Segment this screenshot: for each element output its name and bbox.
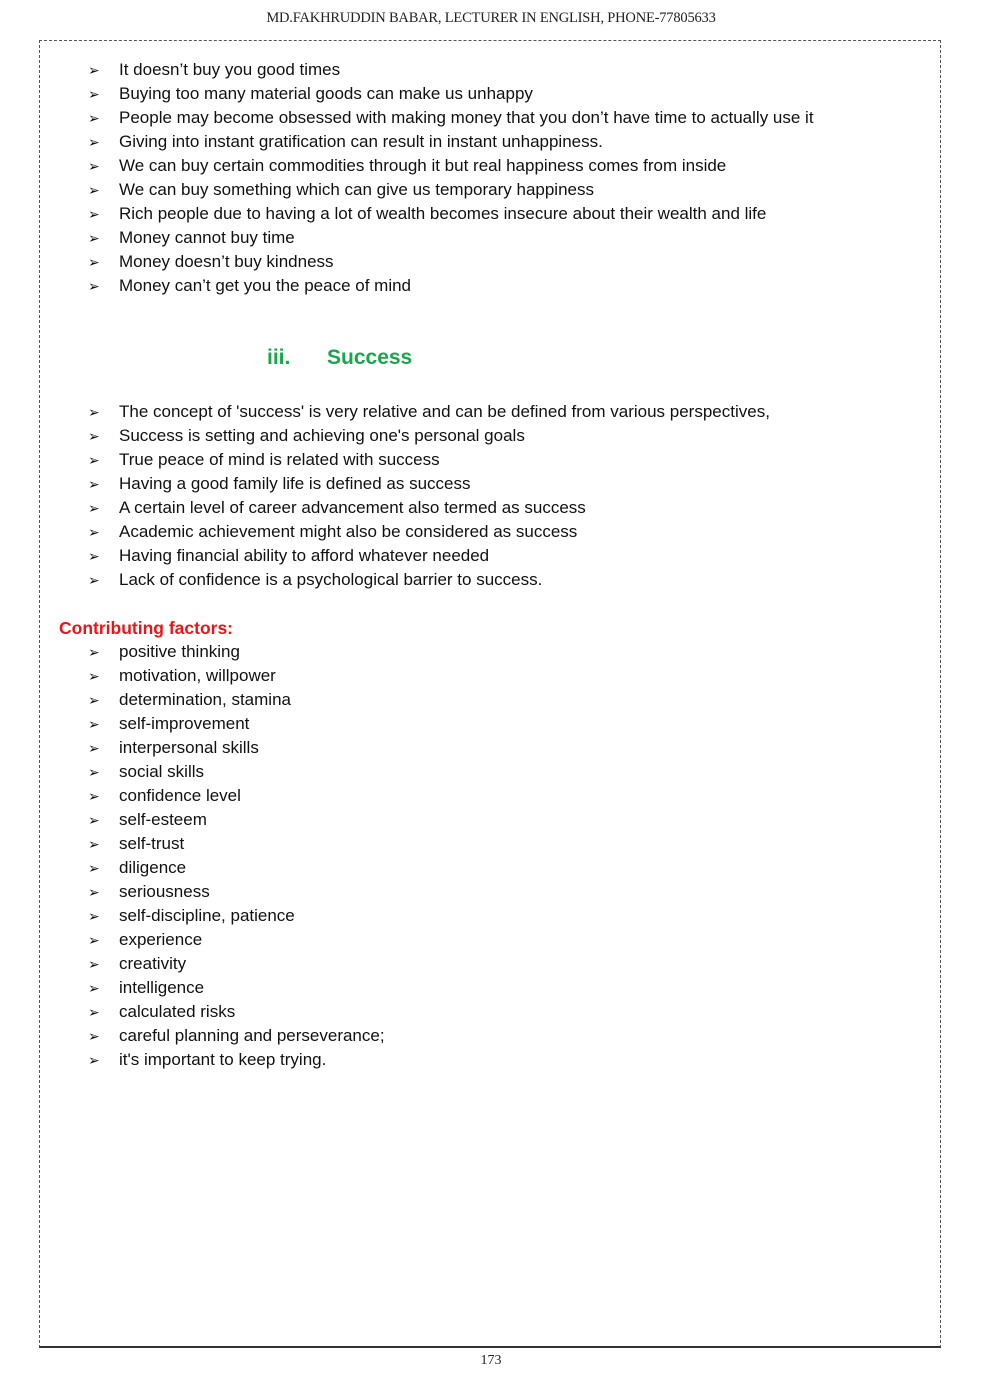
list-item-text: Money doesn’t buy kindness (119, 252, 334, 271)
arrow-bullet-icon: ➢ (88, 134, 100, 150)
list-item (88, 1000, 385, 1024)
list-item (88, 808, 385, 832)
list-item (88, 856, 385, 880)
list-item (88, 760, 385, 784)
list-item-text: We can buy something which can give us temporary happiness (119, 180, 594, 199)
list-item-text: Giving into instant gratification can result in instant unhappiness. (119, 132, 603, 151)
list-item-text: seriousness (119, 882, 210, 901)
arrow-bullet-icon: ➢ (88, 254, 100, 270)
section-number: iii. (267, 346, 291, 369)
arrow-bullet-icon: ➢ (88, 956, 100, 972)
list-item-text: Academic achievement might also be considered as success (119, 522, 578, 541)
list-item (88, 712, 385, 736)
list-item-text: We can buy certain commodities through it but real happiness comes from inside (119, 156, 727, 175)
arrow-bullet-icon: ➢ (88, 812, 100, 828)
list-item (88, 1048, 385, 1072)
arrow-bullet-icon: ➢ (88, 740, 100, 756)
arrow-bullet-icon: ➢ (88, 572, 100, 588)
list-item-text: People may become obsessed with making money that you don’t have time to actually use it (119, 108, 814, 127)
arrow-bullet-icon: ➢ (88, 524, 100, 540)
arrow-bullet-icon: ➢ (88, 1028, 100, 1044)
list-item (88, 640, 385, 664)
list-item (88, 82, 814, 106)
list-item-text: self-improvement (119, 714, 250, 733)
money-limitations-list (88, 58, 814, 298)
contributing-factors-heading: Contributing factors: (59, 618, 234, 638)
arrow-bullet-icon: ➢ (88, 1004, 100, 1020)
list-item-text: experience (119, 930, 203, 949)
list-item (88, 952, 385, 976)
arrow-bullet-icon: ➢ (88, 452, 100, 468)
list-item (88, 544, 770, 568)
arrow-bullet-icon: ➢ (88, 158, 100, 174)
list-item (88, 904, 385, 928)
list-item (88, 784, 385, 808)
list-item (88, 106, 814, 130)
list-item-text: Buying too many material goods can make us unhappy (119, 84, 533, 103)
list-item (88, 58, 814, 82)
arrow-bullet-icon: ➢ (88, 182, 100, 198)
list-item (88, 274, 814, 298)
arrow-bullet-icon: ➢ (88, 932, 100, 948)
list-item-text: True peace of mind is related with success (119, 450, 440, 469)
list-item (88, 496, 770, 520)
list-item-text: creativity (119, 954, 187, 973)
arrow-bullet-icon: ➢ (88, 428, 100, 444)
list-item-text: Money can’t get you the peace of mind (119, 276, 412, 295)
list-item-text: The concept of 'success' is very relative and can be defined from various perspectives, (119, 402, 770, 421)
list-item (88, 130, 814, 154)
arrow-bullet-icon: ➢ (88, 884, 100, 900)
list-item-text: Rich people due to having a lot of wealth becomes insecure about their wealth and life (119, 204, 767, 223)
arrow-bullet-icon: ➢ (88, 764, 100, 780)
list-item (88, 520, 770, 544)
arrow-bullet-icon: ➢ (88, 644, 100, 660)
list-item (88, 664, 385, 688)
section-heading (267, 346, 412, 370)
list-item (88, 832, 385, 856)
list-item-text: positive thinking (119, 642, 240, 661)
arrow-bullet-icon: ➢ (88, 692, 100, 708)
arrow-bullet-icon: ➢ (88, 1052, 100, 1068)
list-item (88, 178, 814, 202)
list-item-text: determination, stamina (119, 690, 291, 709)
arrow-bullet-icon: ➢ (88, 62, 100, 78)
arrow-bullet-icon: ➢ (88, 548, 100, 564)
list-item-text: interpersonal skills (119, 738, 259, 757)
list-item-text: diligence (119, 858, 187, 877)
list-item-text: Having a good family life is defined as success (119, 474, 471, 493)
list-item-text: Money cannot buy time (119, 228, 295, 247)
list-item (88, 688, 385, 712)
success-definition-list (88, 400, 770, 592)
list-item (88, 250, 814, 274)
arrow-bullet-icon: ➢ (88, 110, 100, 126)
arrow-bullet-icon: ➢ (88, 500, 100, 516)
list-item (88, 424, 770, 448)
arrow-bullet-icon: ➢ (88, 716, 100, 732)
list-item-text: It doesn’t buy you good times (119, 60, 341, 79)
arrow-bullet-icon: ➢ (88, 86, 100, 102)
list-item (88, 568, 770, 592)
page-number: 173 (480, 1353, 502, 1368)
list-item-text: calculated risks (119, 1002, 236, 1021)
list-item-text: Having financial ability to afford whatever needed (119, 546, 490, 565)
list-item-text: Lack of confidence is a psychological barrier to success. (119, 570, 543, 589)
list-item-text: confidence level (119, 786, 241, 805)
list-item-text: self-esteem (119, 810, 207, 829)
section-title: Success (327, 346, 413, 369)
arrow-bullet-icon: ➢ (88, 476, 100, 492)
arrow-bullet-icon: ➢ (88, 788, 100, 804)
list-item (88, 400, 770, 424)
arrow-bullet-icon: ➢ (88, 860, 100, 876)
arrow-bullet-icon: ➢ (88, 836, 100, 852)
arrow-bullet-icon: ➢ (88, 404, 100, 420)
arrow-bullet-icon: ➢ (88, 908, 100, 924)
arrow-bullet-icon: ➢ (88, 230, 100, 246)
list-item-text: motivation, willpower (119, 666, 276, 685)
list-item (88, 928, 385, 952)
list-item (88, 976, 385, 1000)
list-item-text: social skills (119, 762, 205, 781)
page-header: MD.FAKHRUDDIN BABAR, LECTURER IN ENGLISH, PHONE-77805633 (266, 10, 716, 26)
list-item (88, 736, 385, 760)
list-item (88, 448, 770, 472)
arrow-bullet-icon: ➢ (88, 980, 100, 996)
list-item (88, 154, 814, 178)
list-item (88, 472, 770, 496)
list-item (88, 880, 385, 904)
arrow-bullet-icon: ➢ (88, 278, 100, 294)
list-item-text: self-discipline, patience (119, 906, 295, 925)
list-item (88, 226, 814, 250)
contributing-factors-list (88, 640, 385, 1072)
arrow-bullet-icon: ➢ (88, 668, 100, 684)
list-item-text: intelligence (119, 978, 205, 997)
list-item-text: careful planning and perseverance; (119, 1026, 385, 1045)
list-item (88, 202, 814, 226)
list-item-text: Success is setting and achieving one's personal goals (119, 426, 525, 445)
list-item-text: it's important to keep trying. (119, 1050, 327, 1069)
arrow-bullet-icon: ➢ (88, 206, 100, 222)
list-item-text: A certain level of career advancement also termed as success (119, 498, 586, 517)
list-item-text: self-trust (119, 834, 185, 853)
list-item (88, 1024, 385, 1048)
